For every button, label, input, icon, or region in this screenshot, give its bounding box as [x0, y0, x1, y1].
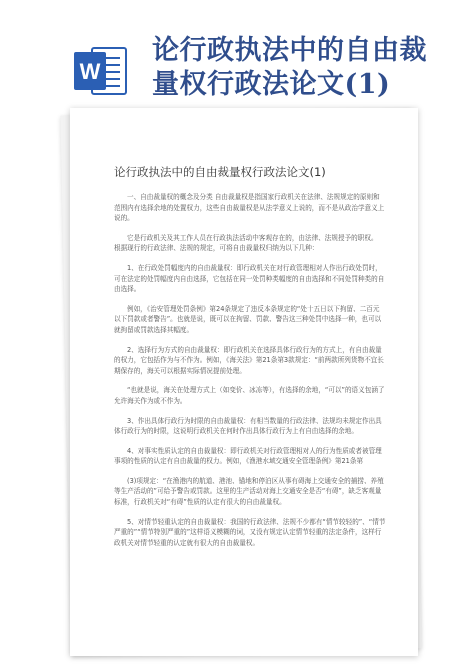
paragraph: (3)项规定：“在渔港内的航道、港池、锚地和停泊区从事有碍海上交通安全的捕捞、养殖等生产活动的”可给予警告或罚款。这里的生产活动对海上交通安全是否“有碍”，缺乏客观量标准，行政机关对“有碍”性质的认定有很大的自由裁量权。: [114, 476, 384, 507]
document-title: 论行政执法中的自由裁量权行政法论文(1): [114, 165, 326, 179]
paragraph: 它是行政机关及其工作人员在行政执法活动中客观存在的，由法律、法规授予的职权。 根据现行的行政法律、法规的规定，可将自由裁量权归纳为以下几种：: [114, 233, 378, 253]
document-body: [114, 192, 386, 557]
word-icon: [72, 42, 130, 100]
paragraph: “也就是说，海关在处理方式上（如变价、冰冻等），有选择的余地，“可以”的语义包涵了允许海关作为或不作为。: [114, 386, 385, 405]
word-icon-letter: W: [79, 59, 101, 84]
paragraph: 3、作出具体行政行为时限的自由裁量权：有相当数量的行政法律、法规均未规定作出具体行政行为的时限，这说明行政机关在何时作出具体行政行为上有自由选择的余地。: [114, 416, 382, 436]
paragraph: 2、选择行为方式的自由裁量权：即行政机关在选择具体行政行为的方式上，有自由裁量的权力，它包括作为与不作为。例如，《海关法》第21条第3款规定：“前两款所列货物不宜长期保存的，海关可以根据实际情况提前处理。: [114, 345, 384, 375]
banner-title: 论行政执法中的自由裁量权行政法论文(1): [152, 35, 427, 100]
paragraph: 4、对事实性质认定的自由裁量权：即行政机关对行政管理相对人的行为性质或者被管理事项的性质的认定有自由裁量的权力。例如，《渔港水域交通安全管理条例》第21条第: [114, 446, 382, 466]
document-page: [70, 108, 418, 656]
paragraph: 一、自由裁量权的概念及分类 自由裁量权是指国家行政机关在法律、法规规定的原则和范围内有选择余地的处置权力，这些自由裁量权是从法学意义上说的，而不是从政治学意义上说的。: [114, 193, 385, 223]
paragraph: 5、对情节轻重认定的自由裁量权：我国的行政法律、法规不少都有“情节较轻的”、“情节严重的”“情节特别严重的”这样语义模糊的词，又没有规定认定情节轻重的法定条件，这样行政机关对情节轻重的认定就有很大的自由裁量权。: [114, 517, 386, 547]
paragraph: 1、在行政处罚幅度内的自由裁量权：即行政机关在对行政管理相对人作出行政处罚时，可在法定的处罚幅度内自由选择，它包括在同一处罚种类幅度的自由选择和不同处罚种类的自由选择。: [114, 263, 385, 294]
paragraph: 例如，《治安管理处罚条例》第24条规定了违反本条规定的“处十五日以下拘留、二百元以下罚款或者警告”。也就是说，既可以在拘留、罚款、警告这三种处罚中选择一种，也可以就拘留或罚款选择其幅度。: [114, 304, 382, 334]
